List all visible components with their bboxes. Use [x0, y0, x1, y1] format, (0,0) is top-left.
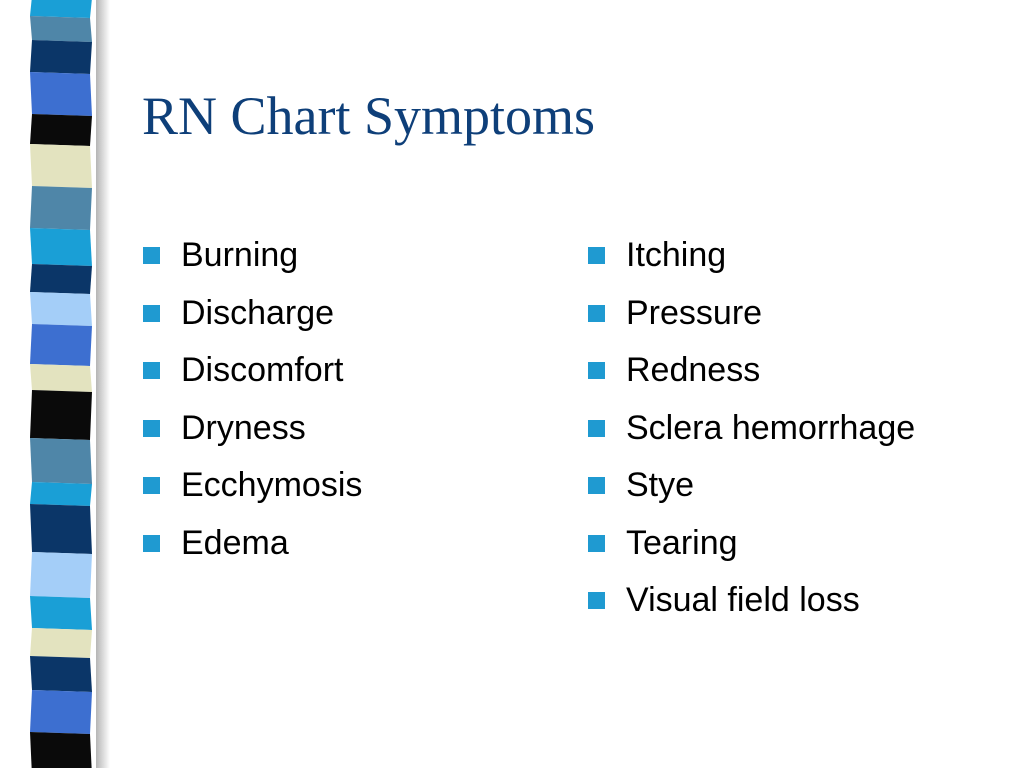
list-item	[143, 515, 362, 573]
list-item-label: Redness	[626, 351, 761, 390]
list-item	[588, 342, 915, 400]
list-item-label: Visual field loss	[626, 581, 860, 620]
list-item	[143, 285, 362, 343]
list-item	[143, 342, 362, 400]
square-bullet-icon	[143, 247, 160, 264]
list-item-label: Sclera hemorrhage	[626, 408, 916, 447]
list-item-label: Stye	[626, 466, 695, 505]
square-bullet-icon	[588, 420, 605, 437]
symptom-list-right	[588, 227, 915, 630]
stripe-shadow	[96, 0, 110, 768]
list-item-label: Discomfort	[181, 351, 344, 390]
square-bullet-icon	[588, 477, 605, 494]
symptom-list-left	[143, 227, 362, 572]
square-bullet-icon	[143, 535, 160, 552]
list-item	[588, 227, 915, 285]
list-item-label: Tearing	[626, 523, 738, 562]
list-item	[588, 572, 915, 630]
slide-title: RN Chart Symptoms	[142, 86, 596, 146]
list-item	[588, 285, 915, 343]
list-item-label: Edema	[181, 523, 289, 562]
list-item-label: Discharge	[181, 293, 335, 332]
list-item	[143, 227, 362, 285]
square-bullet-icon	[588, 362, 605, 379]
list-item-label: Pressure	[626, 293, 763, 332]
square-bullet-icon	[588, 247, 605, 264]
square-bullet-icon	[143, 305, 160, 322]
square-bullet-icon	[588, 592, 605, 609]
square-bullet-icon	[143, 362, 160, 379]
square-bullet-icon	[143, 477, 160, 494]
list-item-label: Dryness	[181, 408, 306, 447]
list-item-label: Burning	[181, 236, 299, 275]
list-item-label: Itching	[626, 236, 727, 275]
list-item	[143, 457, 362, 515]
list-item	[588, 400, 915, 458]
square-bullet-icon	[588, 305, 605, 322]
list-item	[143, 400, 362, 458]
square-bullet-icon	[588, 535, 605, 552]
list-item	[588, 515, 915, 573]
list-item	[588, 457, 915, 515]
square-bullet-icon	[143, 420, 160, 437]
decorative-stripe-band	[30, 0, 104, 768]
list-item-label: Ecchymosis	[181, 466, 363, 505]
